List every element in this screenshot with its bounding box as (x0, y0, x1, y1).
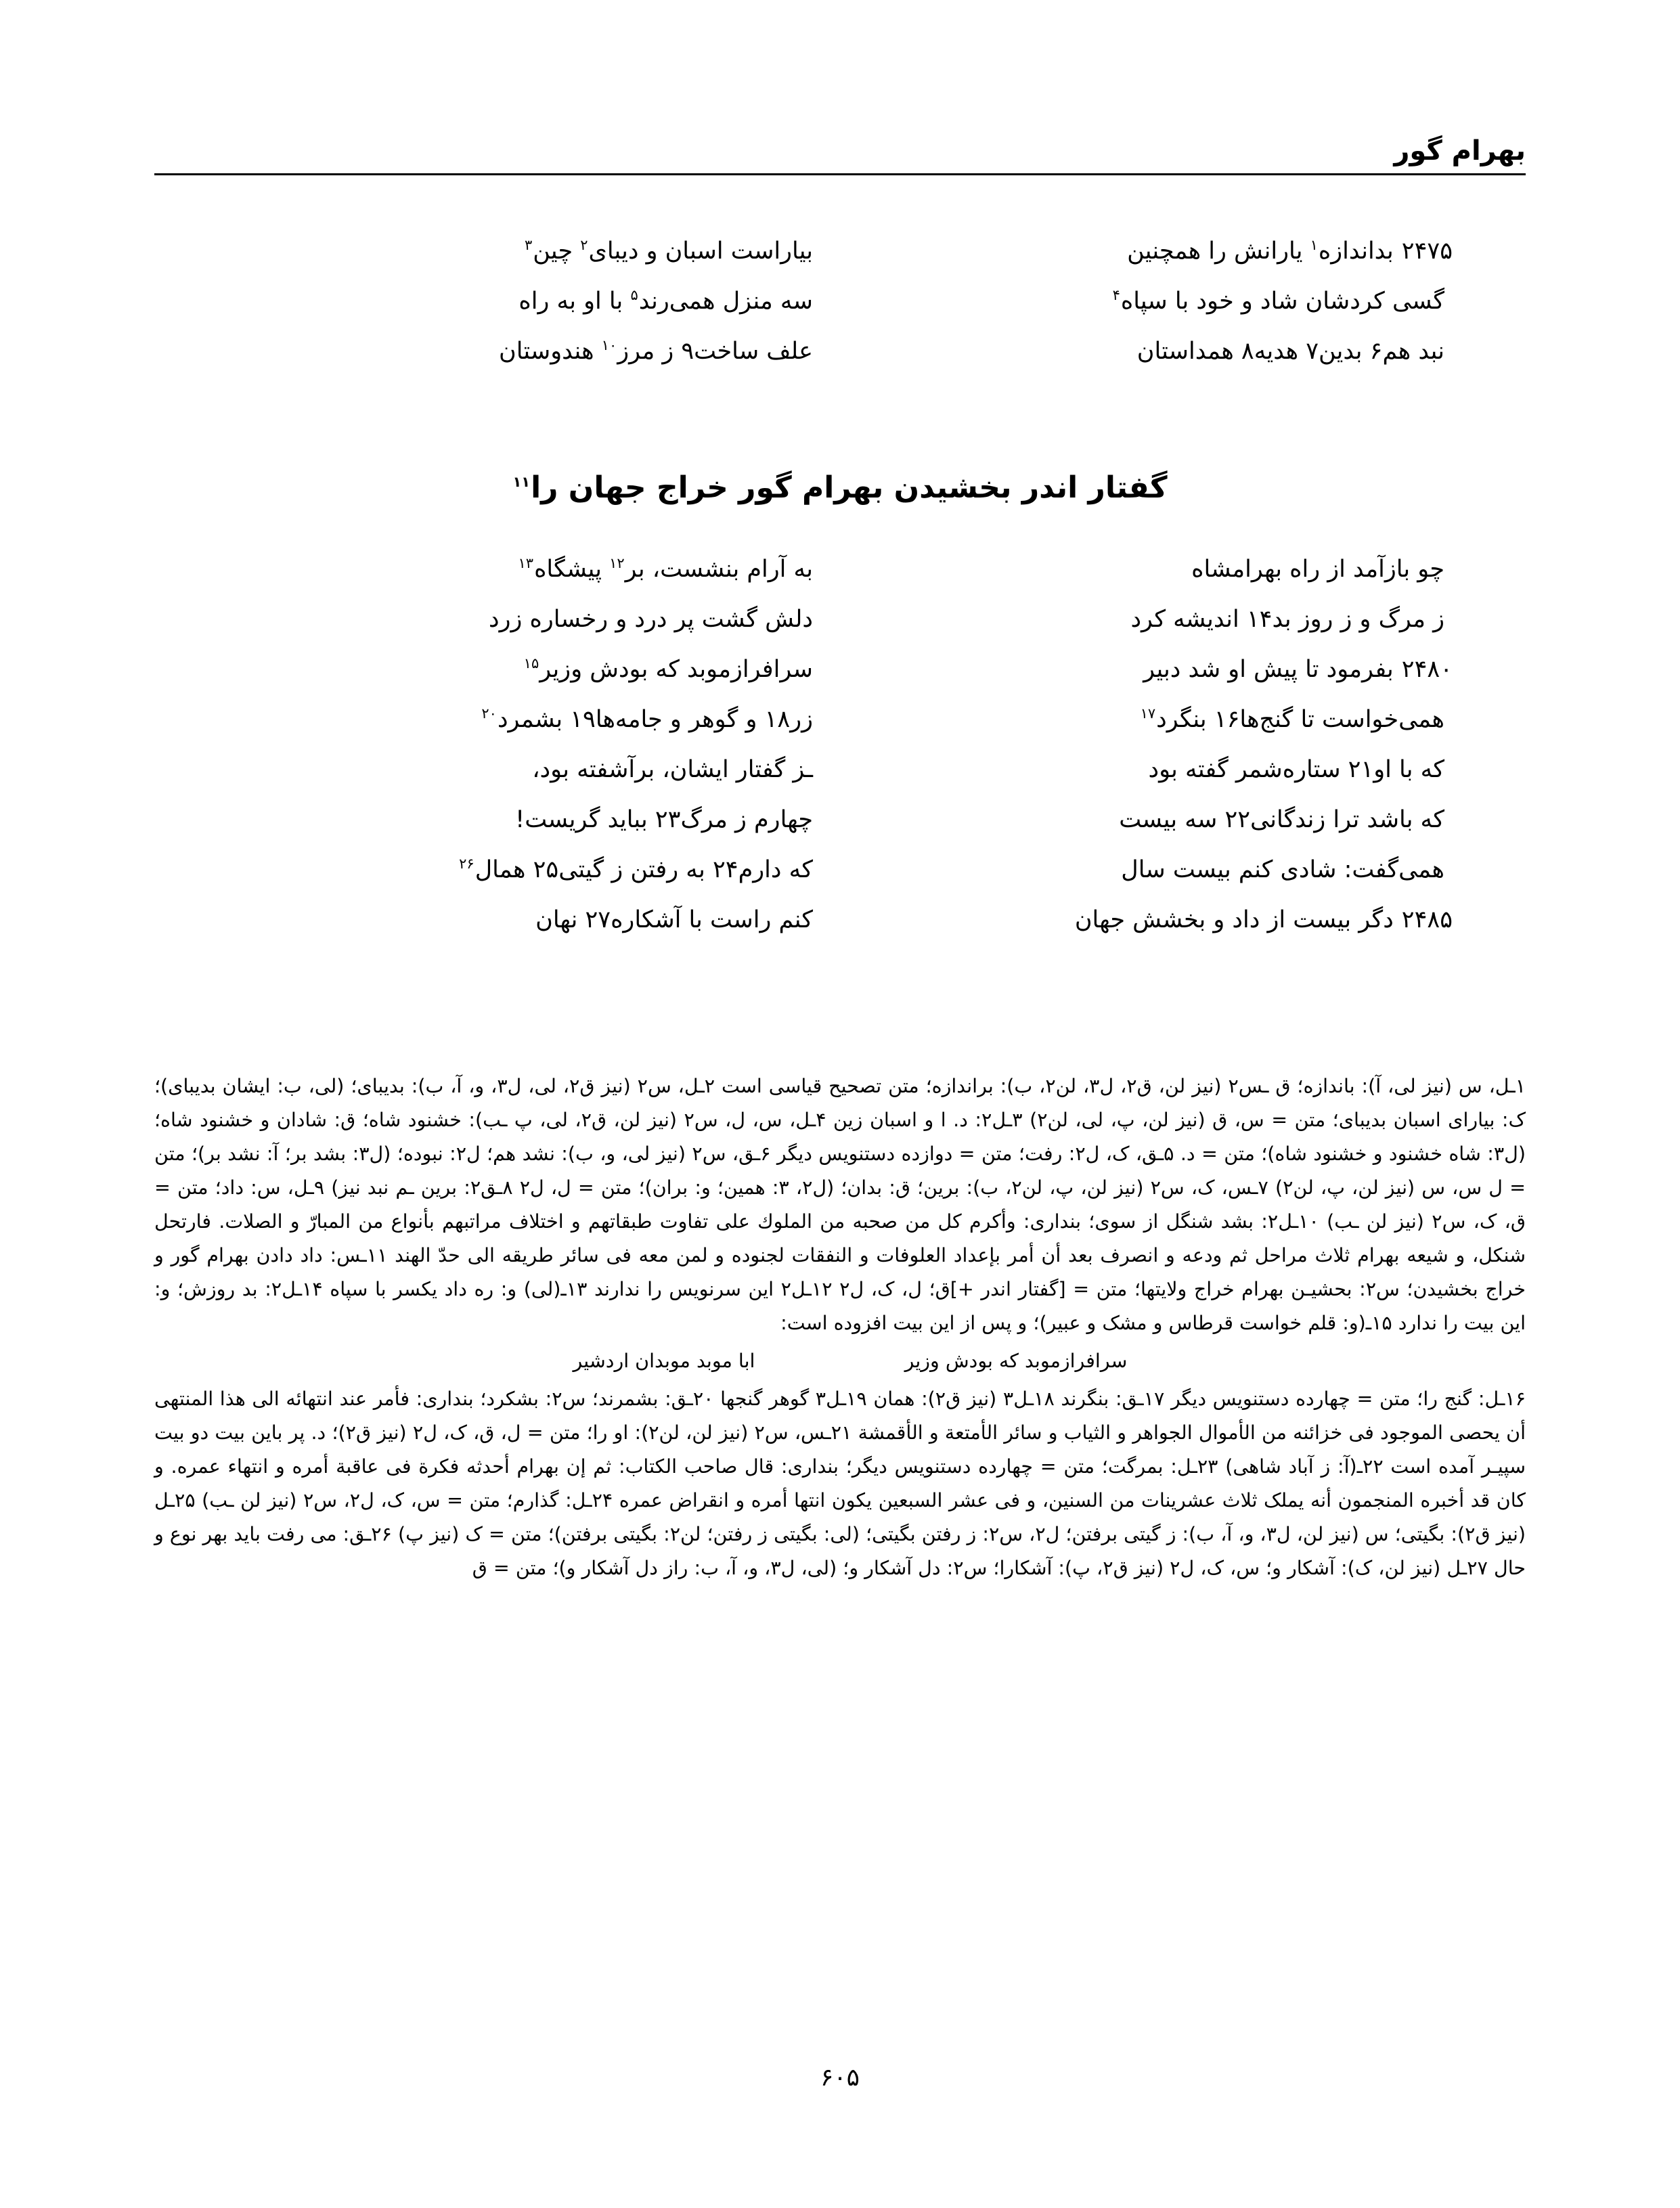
hemistich-text: دگر بیست از داد و بخشش جهان (1074, 906, 1394, 933)
note-marker: ۱۲ (609, 555, 625, 572)
hemistich-right (840, 896, 1457, 944)
hemistich-text: چهارم ز مرگ۲۳ بباید گریست! (515, 806, 813, 833)
note-marker: ۲۰ (481, 705, 497, 722)
hemistich-text-cont: هندوستان (498, 338, 602, 365)
hemistich-left (223, 596, 840, 643)
note-marker: ۱۳ (518, 555, 534, 572)
hemistich-text: که با او۲۱ ستاره‌شمر گفته بود (1148, 756, 1444, 783)
verse-row (223, 796, 1457, 846)
running-head-title: بهرام گور (1394, 135, 1526, 167)
hemistich-left (223, 896, 840, 944)
hemistich-left (223, 278, 840, 325)
verse-row (223, 227, 1457, 278)
verse-number: ۲۴۸۰ (1401, 656, 1453, 683)
apparatus-paragraph-1: ۱ـل، س (نیز لی، آ): باندازه؛ ق ـس۲ (نیز لن، ق۲، ل۳، لن۲، ب): براندازه؛ متن تصحیح قیاسی است ۲ـل، س۲ (نیز ق۲، لی، ل۳، و، آ، ب): بدیبای؛ (لی، ب: ایشان بدیبای)؛ ک: بیارای اسبان بدیبای؛ متن = س، ق (نیز لن، پ، لی، لن۲) ۳ـل۲: د. ا و اسبان زین ۴ـل، س، ل، س۲ (نیز لن، ق۲، لی، پ ـب): خشنود شاه؛ ق: شادان و خشنود شاه؛ (ل۳: شاه خشنود و خشنود شاه)؛ متن = د. ۵ـق، ک، ل۲: رفت؛ متن = دوازده دستنویس دیگر ۶ـق، س۲ (نیز لی، و، ب): نشد هم؛ ل۲: نبوده؛ (ل۳: بشد بر؛ آ: نشد بر)؛ متن = ل س، س (نیز لن، پ، لن۲) ۷ـس، ک، س۲ (نیز لن، پ، لن۲، ب): برین؛ ق: بدان؛ (ل۲، ۳: همین؛ و: بران)؛ متن = ل، ل۲ ۸ـق۲: برین ـم نبد نیز) ۹ـل، س: داد؛ متن = ق، ک، س۲ (نیز لن ـب) ۱۰ـل۲: بشد شنگل از سوی؛ بنداری: وأكرم كل من صحبه من الملوك على تفاوت طبقاتهم و اختلاف مراتبهم بأنواع من المبارّ و الصلات. فارتحل شنكل، و شيعه بهرام ثلاث مراحل ثم ودعه و انصرف بعد أن أمر بإعداد العلوفات و النفقات لجنوده و لمن معه فى سائر طريقه الى حدّ الهند ۱۱ـس: داد دادن بهرام گور و خراج بخشیدن؛ س۲: بحشیـن بهرام خراج ولایتها؛ متن = [گفتار اندر +]ق؛ ل، ک، ل۲ ۱۲ـل۲ این سرنویس را ندارند ۱۳ـ(لی) و: ره داد یکسر با سپاه ۱۴ـل۲: بد روزش؛ و: این بیت را ندارد ۱۵ـ(و: قلم خواست قرطاس و مشک و عبیر)؛ و پس از این بیت افزوده است: (154, 1075, 1526, 1334)
hemistich-right (840, 546, 1457, 593)
running-head (154, 133, 1526, 180)
verse-row (223, 696, 1457, 746)
hemistich-left (223, 227, 840, 275)
apparatus-paragraph-2: ۱۶ـل: گنج را؛ متن = چهارده دستنویس دیگر ۱۷ـق: بنگرند ۱۸ـل۳ (نیز ق۲): همان ۱۹ـل۳ گوهر گنجها ۲۰ـق: بشمرند؛ س۲: بشکرد؛ بنداری: فأمر عند انتهائه الى هذا المنتهى أن يحصى الموجود فى خزائنه من الأموال الجواهر و الثياب و سائر الأمتعة و الأقمشة ۲۱ـس، س۲ (نیز لن، لن۲): او را؛ متن = ل، ق، ک، ل۲ (نیز ق۲)؛ د. پر باین بیت دو بیت سپیـر آمده است ۲۲ـ(آ: ز آباد شاهی) ۲۳ـل: بمرگت؛ متن = چهارده دستنویس دیگر؛ بنداری: قال صاحب الكتاب: ثم إن بهرام أحدثه فکرة فى عاقبة أمره و انتهاء عمره. و كان قد أخبره المنجمون أنه يملک ثلاث عشرينات من السنين، و فى عشر السبعين يكون انتها أمره و انقراض عمره ۲۴ـل: گذارم؛ متن = س، ک، ل۲، س۲ (نیز لن ـب) ۲۵ـل (نیز ق۲): بگیتی؛ س (نیز لن، ل۳، و، آ، ب): ز گیتی برفتن؛ ل۲، س۲: ز رفتن بگیتی؛ (لی: بگیتی ز رفتن؛ لن۲: بگیتی برفتن)؛ متن = ک (نیز پ) ۲۶ـق: می رفت باید بهر نوع و حال ۲۷ـل (نیز لن، ک): آشکار و؛ س، ک، ل۲ (نیز ق۲، پ): آشکارا؛ س۲: دل آشکار و؛ (لی، ل۳، و، آ، ب: راز دل آشکار و)؛ متن = ق (154, 1388, 1526, 1579)
note-marker: ۳ (524, 237, 533, 254)
hemistich-text: بداندازه (1318, 238, 1394, 265)
apparatus-inset-verse (154, 1344, 1526, 1378)
note-marker: ۴ (1112, 287, 1120, 304)
hemistich-text-cont: با او به راه (518, 288, 631, 315)
hemistich-text: کنم راست با آشکاره۲۷ نهان (535, 906, 813, 933)
header-rule (154, 173, 1526, 175)
verse-number: ۲۴۸۵ (1401, 906, 1453, 933)
hemistich-text-cont: یارانش را همچنین (1127, 238, 1303, 265)
hemistich-text: که دارم۲۴ به رفتن ز گیتی۲۵ همال (474, 856, 813, 883)
hemistich-text: که باشد ترا زندگانی۲۲ سه بیست (1119, 806, 1444, 833)
verse-row (223, 846, 1457, 896)
verse-number: ۲۴۷۵ (1401, 238, 1453, 265)
note-marker: ۱۱ (512, 474, 531, 491)
hemistich-text: چو بازآمد از راه بهرامشاه (1191, 556, 1444, 583)
verse-row (223, 896, 1457, 946)
note-marker: ۱۷ (1140, 705, 1156, 722)
note-marker: ۱۰ (601, 337, 617, 354)
hemistich-text: ـز گفتار ایشان، برآشفته بود، (532, 756, 813, 783)
hemistich-left (223, 546, 840, 593)
verse-row (223, 596, 1457, 646)
note-marker: ۱۵ (523, 655, 539, 672)
hemistich-right (840, 596, 1457, 643)
hemistich-text: گسی کردشان شاد و خود با سپاه (1120, 288, 1444, 315)
hemistich-text: همی‌گفت: شادی کنم بیست سال (1121, 856, 1444, 883)
hemistich-text: زر۱۸ و گوهر و جامه‌ها۱۹ بشمرد (497, 706, 813, 733)
hemistich-right (840, 746, 1457, 793)
folio-number: ۶۰۵ (820, 2064, 860, 2092)
hemistich-left (223, 846, 840, 893)
hemistich-text-cont: چین (533, 238, 581, 265)
note-marker: ۱ (1310, 237, 1318, 254)
verse-row (223, 328, 1457, 378)
hemistich-right (840, 696, 1457, 743)
hemistich-text-cont: پیشگاه (534, 556, 610, 583)
verse-row (223, 278, 1457, 328)
hemistich-text: علف ساخت۹ ز مرز (617, 338, 813, 365)
hemistich-right (840, 846, 1457, 893)
note-marker: ۲۶ (459, 856, 474, 873)
hemistich-text: بفرمود تا پیش او شد دبیر (1143, 656, 1394, 683)
hemistich-text: سرافرازموبد که بودش وزیر (539, 656, 813, 683)
hemistich-text: سه منزل همی‌رند (638, 288, 813, 315)
verse-block-bottom (223, 546, 1457, 946)
hemistich-text: به آرام بنشست، بر (625, 556, 813, 583)
hemistich-right (840, 227, 1457, 275)
critical-apparatus (154, 1069, 1526, 1585)
section-title-text: گفتار اندر بخشیدن بهرام گور خراج جهان را (531, 470, 1168, 505)
hemistich-right (840, 646, 1457, 693)
note-marker: ۲ (580, 237, 588, 254)
hemistich-right (840, 278, 1457, 325)
inset-hemistich-right: سرافرازموبد که بودش وزیر (904, 1350, 1128, 1372)
hemistich-text: ز مرگ و ز روز بد۱۴ اندیشه کرد (1130, 606, 1444, 633)
hemistich-text: همی‌خواست تا گنج‌ها۱۶ بنگرد (1156, 706, 1444, 733)
verse-row (223, 546, 1457, 596)
hemistich-right (840, 796, 1457, 843)
hemistich-text: نبد هم۶ بدین۷ هدیه۸ همداستان (1136, 338, 1444, 365)
hemistich-left (223, 796, 840, 843)
hemistich-left (223, 646, 840, 693)
note-marker: ۵ (630, 287, 638, 304)
section-title (223, 467, 1457, 509)
verse-row (223, 646, 1457, 696)
inset-hemistich-left: ابا موبد موبدان اردشیر (573, 1350, 755, 1372)
hemistich-text: بیاراست اسبان و دیبای (588, 238, 813, 265)
hemistich-left (223, 746, 840, 793)
verse-block-top (223, 227, 1457, 378)
hemistich-text: دلش گشت پر درد و رخساره زرد (489, 606, 813, 633)
hemistich-left (223, 696, 840, 743)
verse-row (223, 746, 1457, 796)
hemistich-left (223, 328, 840, 375)
hemistich-right (840, 328, 1457, 375)
